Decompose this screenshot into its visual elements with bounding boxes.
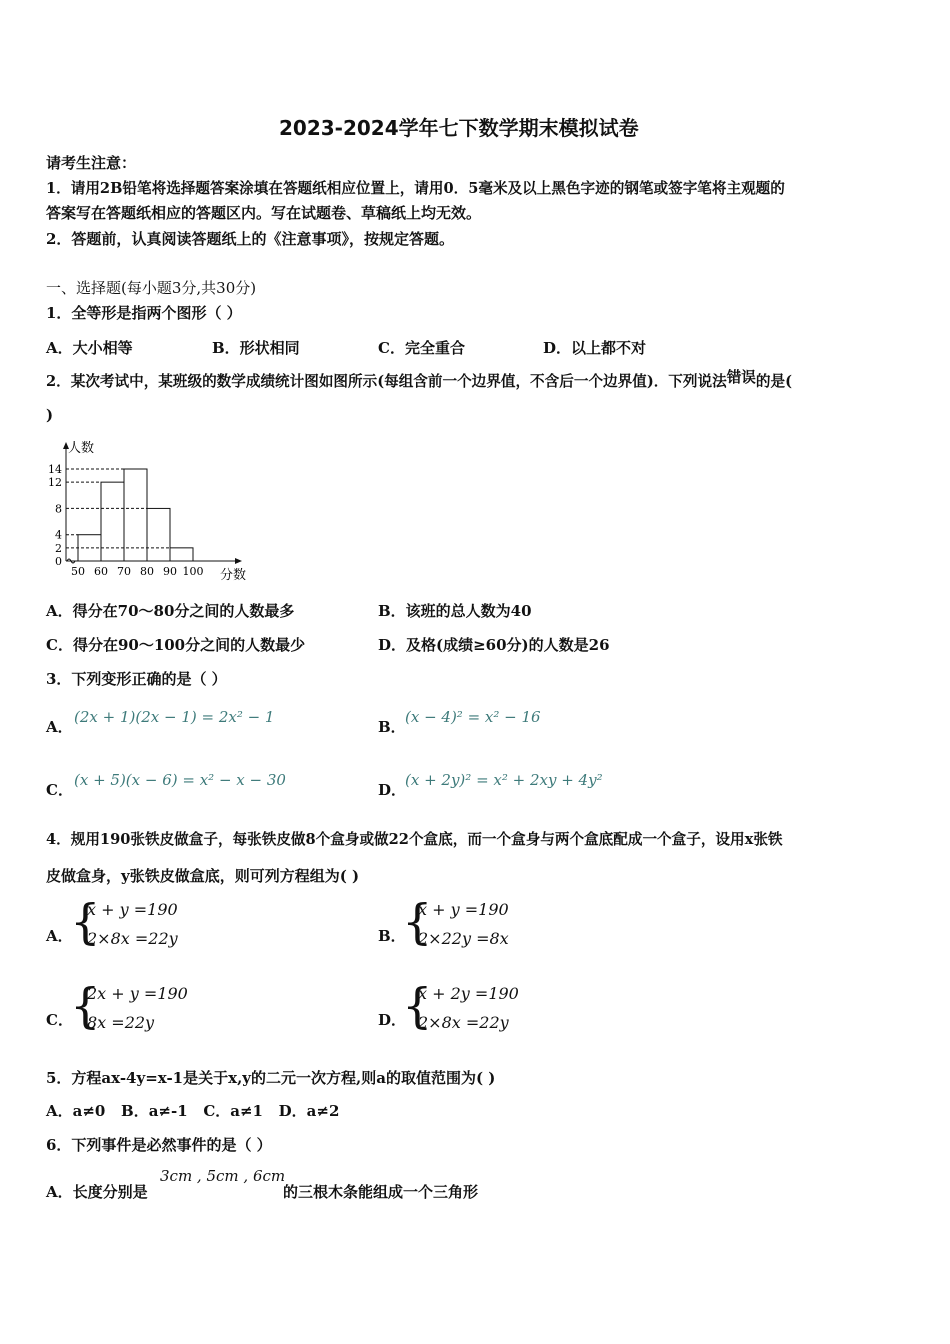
q2-option-c: C．得分在90～100分之间的人数最少 xyxy=(46,636,306,654)
q4-stem-line-1: 4．规用190张铁皮做盒子，每张铁皮做8个盒身或做22个盒底，而一个盒身与两个盒底配成一个盒子，设用x张铁 xyxy=(46,831,783,848)
q3-letter-b: B． xyxy=(378,718,406,736)
notice-line-1b: 答案写在答题纸相应的答题区内。写在试题卷、草稿纸上均无效。 xyxy=(46,204,482,222)
q4-b-eq-1: x + y =190 xyxy=(418,900,509,919)
q4-brace-c: { xyxy=(70,978,101,1034)
q2-stem-wrong: 错误 xyxy=(726,369,756,386)
q6-option-a-prefix: A．长度分别是 xyxy=(46,1183,148,1201)
y-tick-label: 4 xyxy=(55,528,62,542)
q2-stem-close: ) xyxy=(46,406,54,424)
q4-letter-d: D． xyxy=(378,1011,407,1029)
q3-stem: 3．下列变形正确的是（ ） xyxy=(46,670,227,688)
x-tick-label: 70 xyxy=(117,565,131,578)
q3-formula-b: (x − 4)² = x² − 16 xyxy=(405,708,541,726)
q4-c-eq-1: 2x + y =190 xyxy=(87,984,188,1003)
q5-stem: 5．方程ax-4y=x-1是关于x,y的二元一次方程,则a的取值范围为( ) xyxy=(46,1069,496,1087)
q4-brace-b: { xyxy=(402,894,433,950)
y-tick-label: 0 xyxy=(55,555,62,568)
notice-line-2: 2．答题前，认真阅读答题纸上的《注意事项》，按规定答题。 xyxy=(46,230,454,248)
q3-formula-c: (x + 5)(x − 6) = x² − x − 30 xyxy=(74,771,286,789)
histogram-bar xyxy=(147,508,170,561)
q2-option-d: D．及格(成绩≥60分)的人数是26 xyxy=(378,636,610,654)
x-tick-label: 60 xyxy=(94,565,108,578)
q6-option-a-math: 3cm , 5cm , 6cm xyxy=(160,1167,286,1185)
q2-stem-part-a: 2．某次考试中，某班级的数学成绩统计图如图所示(每组含前一个边界值，不含后一个边界值)．下列说法 xyxy=(46,373,727,390)
page-title: 2023-2024学年七下数学期末模拟试卷 xyxy=(279,116,639,140)
q4-c-eq-2: 8x =22y xyxy=(87,1013,155,1032)
q4-a-eq-2: 2×8x =22y xyxy=(87,929,178,948)
q5-options: A．a≠0 B．a≠-1 C．a≠1 D．a≠2 xyxy=(46,1102,340,1120)
y-tick-labels xyxy=(48,463,62,568)
y-tick-label: 12 xyxy=(48,476,62,490)
q3-letter-d: D． xyxy=(378,781,407,799)
q1-option-b: B．形状相同 xyxy=(212,339,300,357)
y-tick-label: 2 xyxy=(55,541,62,555)
q1-option-c: C．完全重合 xyxy=(378,339,465,357)
q4-stem-line-2: 皮做盒身，y张铁皮做盒底，则可列方程组为( ) xyxy=(46,867,360,885)
q3-letter-c: C． xyxy=(46,781,73,799)
q1-stem: 1．全等形是指两个图形（ ） xyxy=(46,304,242,322)
q3-letter-a: A． xyxy=(46,718,73,736)
q4-letter-a: A． xyxy=(46,927,73,945)
section-heading: 一、选择题(每小题3分,共30分) xyxy=(46,279,257,297)
q4-d-eq-1: x + 2y =190 xyxy=(418,984,519,1003)
histogram-bar xyxy=(170,548,193,561)
y-tick-label: 8 xyxy=(55,502,62,516)
q1-option-a: A．大小相等 xyxy=(46,339,133,357)
x-tick-label: 50 xyxy=(71,565,85,578)
notice-heading: 请考生注意： xyxy=(46,154,137,172)
q3-formula-a: (2x + 1)(2x − 1) = 2x² − 1 xyxy=(74,708,275,726)
q4-brace-d: { xyxy=(402,978,433,1034)
q1-option-d: D．以上都不对 xyxy=(543,339,647,357)
q4-b-eq-2: 2×22y =8x xyxy=(418,929,509,948)
q4-d-eq-2: 2×8x =22y xyxy=(418,1013,509,1032)
q2-option-a: A．得分在70～80分之间的人数最多 xyxy=(46,602,295,620)
q4-letter-c: C． xyxy=(46,1011,73,1029)
q2-option-b: B．该班的总人数为40 xyxy=(378,602,532,620)
x-tick-label: 100 xyxy=(182,565,204,578)
q4-a-eq-1: x + y =190 xyxy=(87,900,178,919)
y-tick-label: 14 xyxy=(48,463,62,476)
q4-brace-a: { xyxy=(70,894,101,950)
x-axis-arrow xyxy=(235,558,242,564)
q2-stem-part-b: 的是( xyxy=(755,373,792,390)
notice-line-1a: 1．请用2B铅笔将选择题答案涂填在答题纸相应位置上，请用0．5毫米及以上黑色字迹的钢笔或签字笔将主观题的 xyxy=(46,180,785,197)
q6-stem: 6．下列事件是必然事件的是（ ） xyxy=(46,1136,272,1154)
histogram-bar xyxy=(101,482,124,561)
q6-option-a-suffix: 的三根木条能组成一个三角形 xyxy=(283,1183,479,1201)
y-axis-label: 人数 xyxy=(68,441,95,456)
score-histogram xyxy=(40,436,260,586)
x-tick-labels xyxy=(71,565,204,578)
x-tick-label: 80 xyxy=(140,565,154,578)
q4-letter-b: B． xyxy=(378,927,406,945)
q2-stem xyxy=(46,370,792,391)
x-tick-label: 90 xyxy=(163,565,177,578)
histogram-bars xyxy=(78,469,193,561)
q3-formula-d: (x + 2y)² = x² + 2xy + 4y² xyxy=(405,771,603,789)
histogram-bar xyxy=(124,469,147,561)
x-axis-label: 分数 xyxy=(220,568,247,583)
